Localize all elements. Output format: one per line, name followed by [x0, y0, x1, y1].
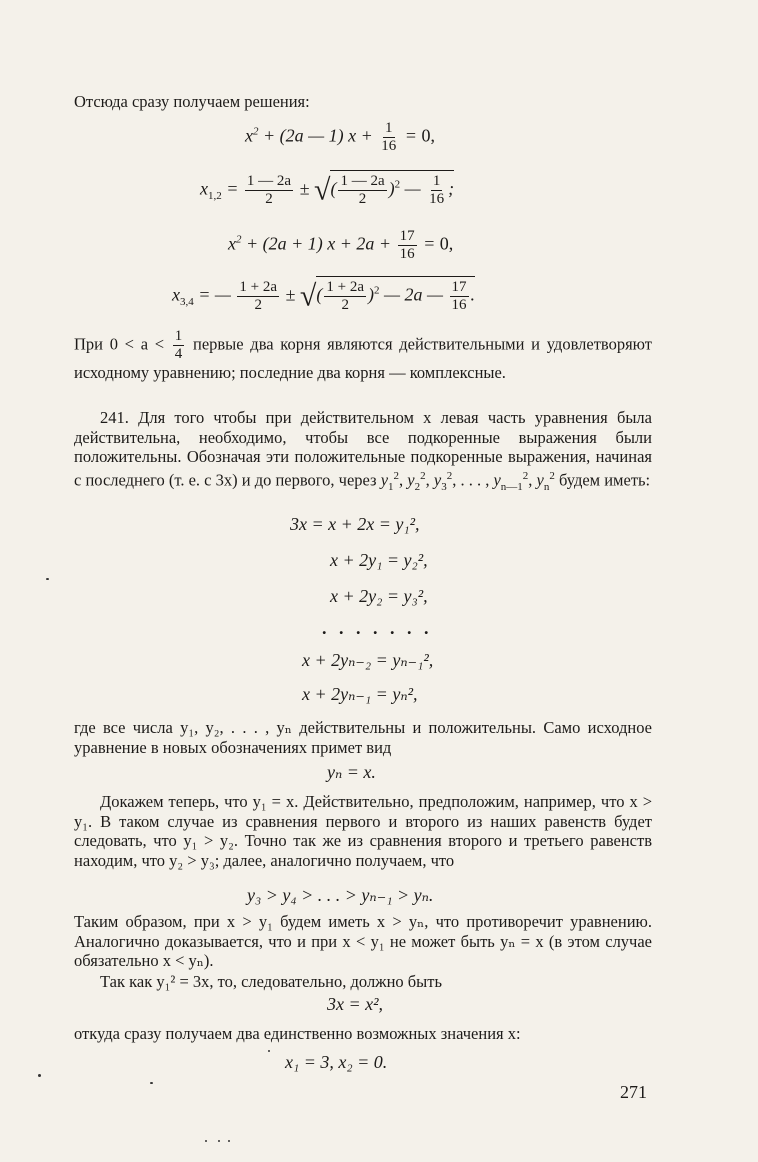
scan-speck: [150, 1082, 153, 1084]
equation-final: x₁ = 3, x₂ = 0.: [285, 1052, 388, 1072]
paragraph-241-text: 241. Для того чтобы при действительном x левая часть уравнения была действительна, необходимо, чтобы все подкоренные выражения были положительны. Обозначая эти положительные подкоренные выражения, начиная с последнего (т. е. с 3x) и до первого, через: [74, 408, 652, 489]
paragraph-4: Докажем теперь, что y₁ = x. Действительно, предположим, например, что x > y₁. В таком случае из сравнения первого и второго из наших равенств будет следовать, что y₁ > y₂. Точно так же из сравнения второго и третьего равенств находим, что y₂ > y₃; далее, аналогично получаем, что: [74, 792, 652, 870]
equation-2: $x_{1,2}$ = $\frac{1 — 2a}{2}$ ± √( $\frac{1 — 2a}{2}$ )$^2$ — $\frac{1}{16}$ ;: [200, 170, 454, 208]
intro-text: Отсюда сразу получаем решения:: [74, 92, 310, 111]
page-number: 271: [620, 1082, 647, 1102]
scan-speck: [228, 1140, 230, 1142]
paragraph-1-rest: первые два корня являются действительными и удовлетворяют исходному уравнению; последние два корня — комплексные.: [74, 334, 652, 382]
system-eq-3: x + 2y₂ = y₃²,: [330, 586, 428, 606]
paragraph-1: При 0 < a < $\frac{1}{4}$ первые два корня являются действительными и удовлетворяют исходному уравнению; последние два корня — комплексные.: [74, 328, 652, 382]
system-eq-1: 3x = x + 2x = y₁²,: [290, 514, 420, 534]
equation-4: $x_{3,4}$ = — $\frac{1 + 2a}{2}$ ± √( $\frac{1 + 2a}{2}$ )$^2$ — 2a — $\frac{17}{16}$ .: [172, 276, 475, 314]
paragraph-7: откуда сразу получаем два единственно возможных значения x:: [74, 1024, 521, 1043]
system-dots: . . . . . . .: [322, 618, 433, 638]
scan-speck: [46, 578, 49, 580]
system-eq-4: x + 2yₙ₋₂ = yₙ₋₁²,: [302, 650, 434, 670]
scan-speck: [205, 1140, 207, 1142]
paragraph-241: 241. Для того чтобы при действительном x левая часть уравнения была действительна, необходимо, чтобы все подкоренные выражения были положительны. Обозначая эти положительные подкоренные выражения, начиная с последнего (т. е. с 3x) и до первого, через $y_1^2$, $y_2^2$, $y_3^2$, . . . , $y_{n—1}^2$, $y_n^2$ будем иметь:: [74, 408, 652, 493]
paragraph-241-tail: будем иметь:: [558, 470, 651, 489]
equation-3x: 3x = x²,: [327, 994, 384, 1014]
equation-3: $x^2 + (2a + 1) x + 2a$ + $\frac{17}{16}$ = 0,: [228, 228, 454, 262]
equation-chain: y₃ > y₄ > . . . > yₙ₋₁ > yₙ.: [247, 885, 434, 905]
paragraph-3: где все числа y₁, y₂, . . . , yₙ действительны и положительны. Само исходное уравнение в новых обозначениях примет вид: [74, 718, 652, 757]
paragraph-1-start: При 0 < a <: [74, 334, 165, 354]
paragraph-5: Таким образом, при x > y₁ будем иметь x > yₙ, что противоречит уравнению. Аналогично доказывается, что и при x < y₁ не может быть yₙ = x (в этом случае обязательно x < yₙ).: [74, 912, 652, 970]
equation-yn: yₙ = x.: [327, 762, 376, 782]
paragraph-6: Так как y₁² = 3x, то, следовательно, должно быть: [100, 972, 442, 991]
scan-speck: [218, 1140, 220, 1142]
scan-speck: [268, 1050, 270, 1052]
system-eq-2: x + 2y₁ = y₂²,: [330, 550, 428, 570]
equation-1: $x^2 + (2a$ — 1) x + $\frac{1}{16}$ = 0,: [245, 120, 435, 154]
system-eq-5: x + 2yₙ₋₁ = yₙ²,: [302, 684, 418, 704]
scan-speck: [38, 1074, 41, 1077]
